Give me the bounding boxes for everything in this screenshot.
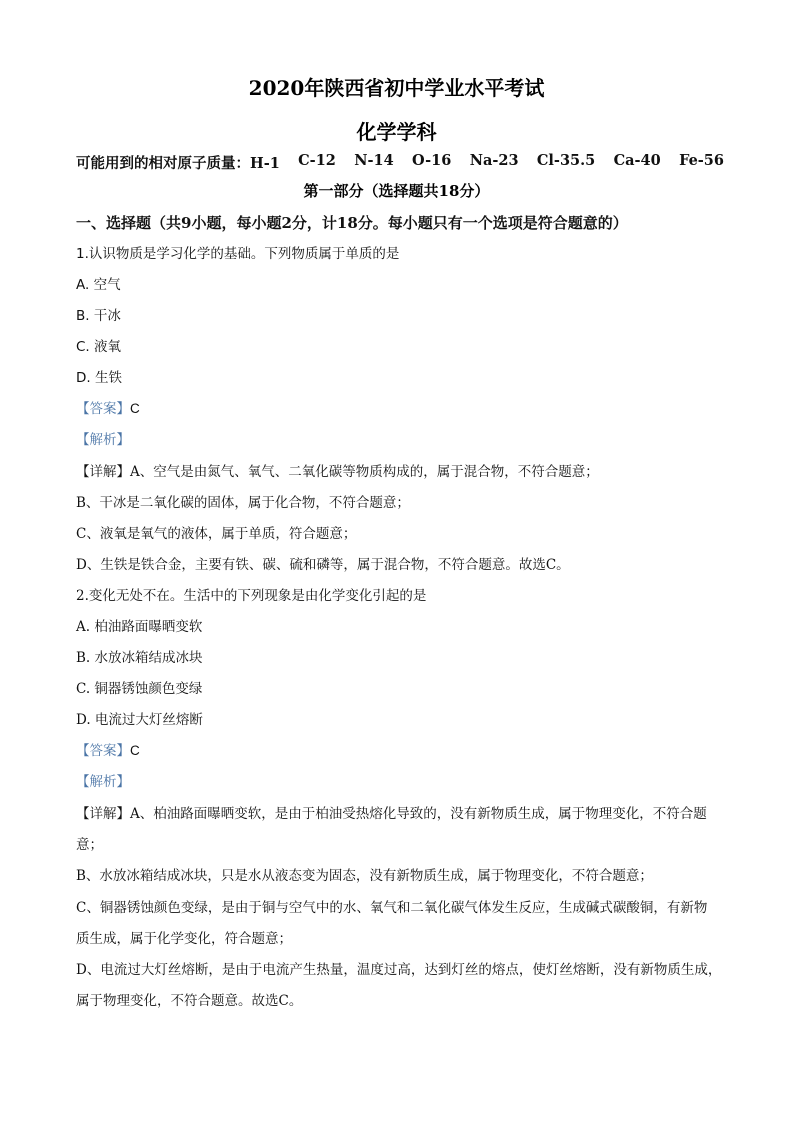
option-b: B. 干冰 [76,308,121,324]
detail-line: 质生成，属于化学变化，符合题意； [76,931,292,947]
detail-line: D、生铁是铁合金，主要有铁、碳、硫和磷等，属于混合物，不符合题意。故选C。 [76,557,570,573]
mass-item: Ca-40 [613,152,661,169]
answer-row [76,399,140,419]
analysis-label: 【解析】 [76,774,130,790]
analysis-label: 【解析】 [76,432,130,448]
answer-value: C [130,401,140,416]
detail-line: C、铜器锈蚀颜色变绿，是由于铜与空气中的水、氧气和二氧化碳气体发生反应，生成碱式碳酸铜，有新物 [76,900,708,916]
part-heading: 第一部分（选择题共18分） [303,182,490,200]
section-heading: 一、选择题（共9小题，每小题2分，计18分。每小题只有一个选项是符合题意的） [76,214,628,232]
atomic-masses [76,152,724,173]
option-a: A. 柏油路面曝晒变软 [76,619,203,635]
detail-line: D、电流过大灯丝熔断，是由于电流产生热量，温度过高，达到灯丝的熔点，使灯丝熔断，没有新物质生成， [76,962,722,978]
detail-line: 【详解】A、柏油路面曝晒变软，是由于柏油受热熔化导致的，没有新物质生成，属于物理变化，不符合题 [76,806,707,822]
detail-line: 属于物理变化，不符合题意。故选C。 [76,993,303,1009]
answer-label: 【答案】 [76,743,130,759]
mass-item: C-12 [298,152,336,169]
analysis-row [76,772,130,792]
detail-line: B、干冰是二氧化碳的固体，属于化合物，不符合题意； [76,495,410,511]
masses-label: 可能用到的相对原子质量：H-1 [76,155,280,172]
option-d: D. 生铁 [76,370,122,386]
answer-value: C [130,743,140,758]
question-stem: 2.变化无处不在。生活中的下列现象是由化学变化引起的是 [76,588,427,604]
mass-item: Na-23 [469,152,519,169]
answer-label: 【答案】 [76,401,130,417]
mass-item: Cl-35.5 [536,152,596,169]
option-b: B. 水放冰箱结成冰块 [76,650,203,666]
option-d: D. 电流过大灯丝熔断 [76,712,203,728]
option-c: C. 铜器锈蚀颜色变绿 [76,681,203,697]
mass-item: Fe-56 [679,152,724,169]
analysis-row [76,430,130,450]
subject-title: 化学学科 [356,120,437,144]
question-stem: 1.认识物质是学习化学的基础。下列物质属于单质的是 [76,246,400,262]
exam-title: 2020年陕西省初中学业水平考试 [248,76,545,100]
detail-line: C、液氧是氧气的液体，属于单质，符合题意； [76,526,357,542]
mass-item: N-14 [354,152,394,169]
option-a: A. 空气 [76,277,121,293]
option-c: C. 液氧 [76,339,122,355]
detail-line: 意； [76,837,103,853]
detail-line: 【详解】A、空气是由氮气、氧气、二氧化碳等物质构成的，属于混合物，不符合题意； [76,464,599,480]
mass-item: O-16 [412,152,452,169]
detail-line: B、水放冰箱结成冰块，只是水从液态变为固态，没有新物质生成，属于物理变化，不符合题意； [76,868,653,884]
answer-row [76,741,140,761]
